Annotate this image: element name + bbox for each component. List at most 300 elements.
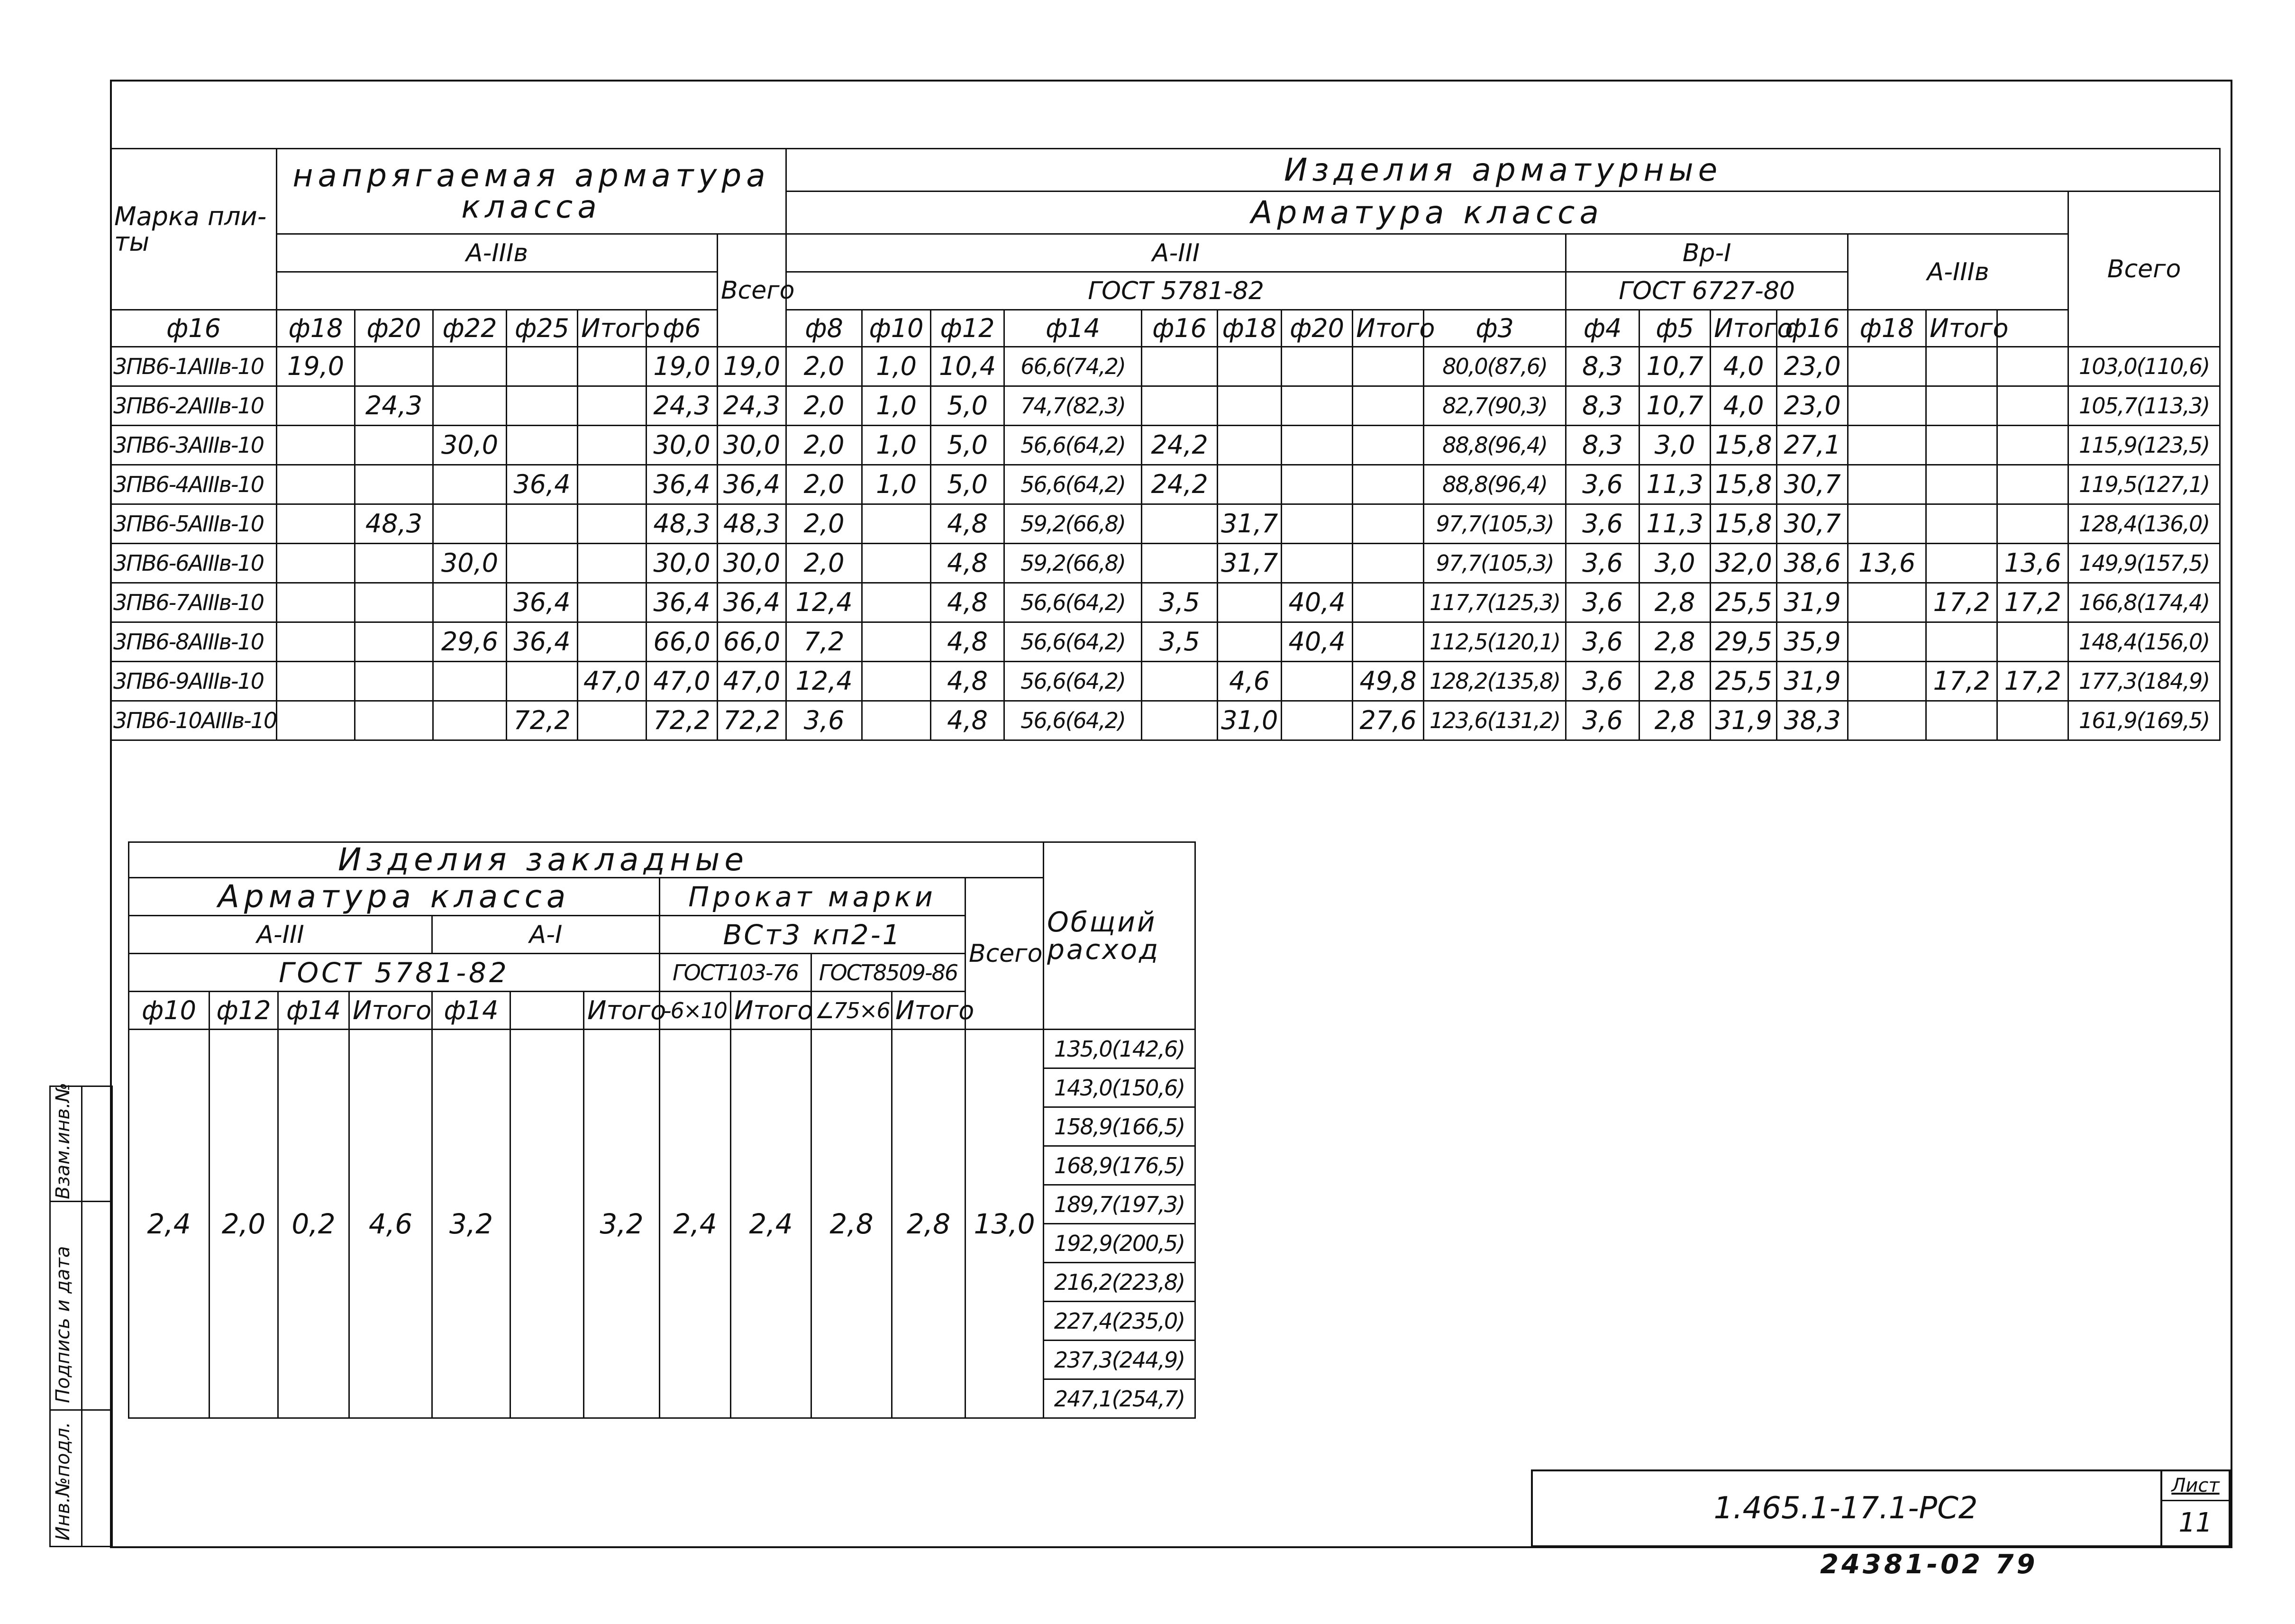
table-cell [1997,347,2068,386]
overall-value: 247,1(254,7) [1044,1379,1195,1418]
table-cell [433,701,507,740]
embedded-parts-table [128,841,1196,1419]
table-cell [507,544,578,583]
table-cell: 31,7 [1218,504,1282,544]
table-cell: 40,4 [1282,622,1353,662]
table-cell [1218,583,1282,622]
table-cell [355,544,433,583]
table-cell: 3,6 [1566,701,1639,740]
table-cell: 59,2(66,8) [1004,544,1142,583]
table-cell [1997,504,2068,544]
diameter-header: ф8 [786,310,862,347]
table-cell [507,347,578,386]
overall-value: 168,9(176,5) [1044,1146,1195,1185]
products-subtitle: Арматура класса [786,192,2068,234]
diameter-header: ф18 [1848,310,1926,347]
table-cell: 117,7(125,3) [1424,583,1566,622]
table-cell: 30,0 [718,544,786,583]
diameter-header: ф16 [1142,310,1218,347]
table-cell [277,622,355,662]
table-row [111,544,2220,583]
rolled-grade: ВСт3 кп2-1 [660,916,965,954]
table-cell [1282,465,1353,504]
diameter-header: ф18 [1218,310,1282,347]
table-cell: 1,0 [862,426,931,465]
table-cell: 2,8 [1639,622,1711,662]
table-cell: 3,0 [1639,426,1711,465]
table-cell [578,544,647,583]
table-cell: 3,6 [786,701,862,740]
table-cell [507,386,578,426]
table-cell [578,347,647,386]
table-cell: 48,3 [718,504,786,544]
table-cell: 24,3 [355,386,433,426]
table-cell: 36,4 [507,465,578,504]
table-cell [1142,386,1218,426]
table-cell [1218,465,1282,504]
table-cell [1926,504,1997,544]
embedded-a3-class: А-III [129,916,432,954]
table-cell: 3,6 [1566,662,1639,701]
embedded-column-header [510,992,584,1030]
bp1-class: Вр-I [1566,234,1848,272]
table-cell [1848,386,1926,426]
reinforcement-table [110,148,2221,741]
table-cell [1353,465,1424,504]
table-cell [862,622,931,662]
prestressed-title: напрягаемая арматура класса [277,149,786,234]
slab-mark: 3ПВ6-1АIIIв-10 [111,347,277,386]
table-cell [1848,583,1926,622]
embedded-row [129,1030,1195,1068]
table-row [111,347,2220,386]
table-row [111,701,2220,740]
table-cell: 56,6(64,2) [1004,622,1142,662]
table-cell: 97,7(105,3) [1424,504,1566,544]
table-cell: 15,8 [1711,426,1777,465]
gost-103: ГОСТ103-76 [660,954,811,992]
embedded-column-header: Итого [731,992,811,1030]
diameter-header: ф3 [1424,310,1566,347]
table-cell: 32,0 [1711,544,1777,583]
overall-label: Общий расход [1044,842,1195,1030]
slab-mark: 3ПВ6-3АIIIв-10 [111,426,277,465]
table-cell [1282,504,1353,544]
table-cell: 7,2 [786,622,862,662]
embedded-value: 4,6 [349,1030,432,1418]
overall-value: 237,3(244,9) [1044,1341,1195,1379]
table-row [111,504,2220,544]
table-cell [1142,504,1218,544]
table-cell: 25,5 [1711,583,1777,622]
table-cell: 2,0 [786,347,862,386]
table-cell: 30,7 [1777,465,1848,504]
table-cell [507,504,578,544]
overall-value: 192,9(200,5) [1044,1224,1195,1263]
table-cell: 4,0 [1711,386,1777,426]
diameter-header: ф14 [1004,310,1142,347]
margin-sign-date: Подпись и дата [52,1246,74,1403]
table-cell [578,583,647,622]
diameter-header: ф20 [355,310,433,347]
table-cell: 8,3 [1566,347,1639,386]
table-cell: 3,6 [1566,465,1639,504]
table-cell: 47,0 [578,662,647,701]
slab-mark: 3ПВ6-6АIIIв-10 [111,544,277,583]
table-cell [1282,426,1353,465]
table-cell [355,622,433,662]
embedded-value: 2,0 [209,1030,278,1418]
table-cell [277,426,355,465]
table-cell: 1,0 [862,347,931,386]
table-cell [1926,386,1997,426]
table-cell [507,662,578,701]
table-cell [578,622,647,662]
table-row [111,622,2220,662]
mark-header: Марка пли- ты [111,149,277,310]
table-cell: 5,0 [931,426,1004,465]
sheet-number: 11 [2178,1507,2213,1538]
table-cell: 3,6 [1566,583,1639,622]
table-cell [1926,465,1997,504]
overall-value: 135,0(142,6) [1044,1030,1195,1068]
table-cell: 47,0 [718,662,786,701]
prestressed-class: А-IIIв [277,234,718,272]
margin-zam-inv: Взам.инв.№ [52,1082,74,1199]
embedded-value: 3,2 [584,1030,660,1418]
table-cell [862,583,931,622]
a3-class: А-III [786,234,1566,272]
table-cell: 36,4 [507,583,578,622]
embedded-total-label: Всего [965,878,1044,1030]
table-cell: 2,0 [786,504,862,544]
table-cell: 148,4(156,0) [2068,622,2220,662]
embedded-a1-class: А-I [432,916,660,954]
table-cell: 24,3 [647,386,718,426]
diameter-header: ф5 [1639,310,1711,347]
table-cell: 15,8 [1711,465,1777,504]
diameter-header: ф6 [647,310,718,347]
embedded-value: 2,8 [811,1030,892,1418]
margin-inv-podl: Инв.№подл. [52,1422,74,1541]
table-cell: 36,4 [507,622,578,662]
table-cell: 4,8 [931,504,1004,544]
table-cell: 4,8 [931,622,1004,662]
table-cell [1282,544,1353,583]
table-cell: 56,6(64,2) [1004,465,1142,504]
diameter-header: ф18 [277,310,355,347]
table-cell: 36,4 [718,583,786,622]
table-cell: 30,0 [647,426,718,465]
table-row [111,465,2220,504]
table-cell [1353,622,1424,662]
table-cell [578,701,647,740]
table-cell: 15,8 [1711,504,1777,544]
table-cell: 4,0 [1711,347,1777,386]
table-cell: 115,9(123,5) [2068,426,2220,465]
table-cell: 30,7 [1777,504,1848,544]
table-cell: 31,9 [1711,701,1777,740]
diameter-header: Итого [1353,310,1424,347]
table-cell: 72,2 [647,701,718,740]
embedded-value [510,1030,584,1418]
table-cell: 13,6 [1997,544,2068,583]
table-cell: 119,5(127,1) [2068,465,2220,504]
sheet-label: Лист [2171,1475,2220,1496]
table-cell: 24,3 [718,386,786,426]
table-cell [1353,504,1424,544]
table-cell: 31,7 [1218,544,1282,583]
table-cell: 40,4 [1282,583,1353,622]
table-cell [1848,701,1926,740]
table-cell [1848,347,1926,386]
embedded-value: 2,4 [660,1030,731,1418]
embedded-column-header: Итого [349,992,432,1030]
diameter-header: Итого [578,310,647,347]
table-cell: 97,7(105,3) [1424,544,1566,583]
table-cell: 149,9(157,5) [2068,544,2220,583]
table-cell: 4,6 [1218,662,1282,701]
table-cell [277,662,355,701]
table-cell: 4,8 [931,583,1004,622]
table-cell: 11,3 [1639,504,1711,544]
table-cell [355,465,433,504]
table-cell: 4,8 [931,701,1004,740]
embedded-column-header: ф10 [129,992,209,1030]
table-cell: 27,6 [1353,701,1424,740]
table-cell: 128,4(136,0) [2068,504,2220,544]
table-cell: 56,6(64,2) [1004,426,1142,465]
slab-mark: 3ПВ6-9АIIIв-10 [111,662,277,701]
table-cell: 35,9 [1777,622,1848,662]
table-cell [355,701,433,740]
table-cell: 103,0(110,6) [2068,347,2220,386]
table-cell [1926,426,1997,465]
embedded-value: 13,0 [965,1030,1044,1418]
table-cell: 177,3(184,9) [2068,662,2220,701]
table-cell: 11,3 [1639,465,1711,504]
table-cell [433,662,507,701]
table-cell: 30,0 [718,426,786,465]
table-cell: 29,5 [1711,622,1777,662]
table-cell: 36,4 [647,465,718,504]
table-cell: 56,6(64,2) [1004,583,1142,622]
a3v-class: А-IIIв [1848,234,2068,310]
title-block [1531,1469,2231,1547]
table-cell: 2,0 [786,544,862,583]
table-cell [578,465,647,504]
table-cell: 59,2(66,8) [1004,504,1142,544]
table-cell [1353,583,1424,622]
table-cell [1282,662,1353,701]
table-cell [578,426,647,465]
table-cell: 27,1 [1777,426,1848,465]
table-cell [1926,622,1997,662]
table-cell [1997,426,2068,465]
table-cell: 31,0 [1218,701,1282,740]
table-row [111,583,2220,622]
table-cell: 3,6 [1566,544,1639,583]
table-cell: 23,0 [1777,347,1848,386]
table-cell: 2,0 [786,386,862,426]
table-cell [433,347,507,386]
embedded-column-header: ∠75×6 [811,992,892,1030]
table-cell [578,386,647,426]
overall-value: 189,7(197,3) [1044,1185,1195,1224]
table-cell [277,583,355,622]
table-cell [433,504,507,544]
table-cell: 166,8(174,4) [2068,583,2220,622]
slab-mark: 3ПВ6-2АIIIв-10 [111,386,277,426]
rolled-title: Прокат марки [660,878,965,916]
table-cell [1142,347,1218,386]
table-cell: 36,4 [718,465,786,504]
diameter-header: ф16 [1777,310,1848,347]
table-cell [355,662,433,701]
table-cell: 4,8 [931,662,1004,701]
products-total-label: Всего [2068,192,2220,347]
overall-value: 143,0(150,6) [1044,1068,1195,1107]
diameter-header: ф20 [1282,310,1353,347]
table-cell: 1,0 [862,465,931,504]
table-cell: 48,3 [647,504,718,544]
table-cell [507,426,578,465]
table-cell [277,504,355,544]
table-cell [277,701,355,740]
table-cell: 25,5 [1711,662,1777,701]
table-cell: 56,6(64,2) [1004,662,1142,701]
overall-value: 227,4(235,0) [1044,1302,1195,1341]
table-cell [1353,544,1424,583]
table-cell: 72,2 [718,701,786,740]
table-cell: 30,0 [433,544,507,583]
table-cell: 17,2 [1926,583,1997,622]
table-cell [355,583,433,622]
table-cell: 38,6 [1777,544,1848,583]
embedded-value: 2,4 [731,1030,811,1418]
embedded-value: 2,4 [129,1030,209,1418]
table-cell [1142,544,1218,583]
table-cell [433,465,507,504]
table-cell: 12,4 [786,662,862,701]
table-cell: 2,8 [1639,583,1711,622]
table-cell [1142,662,1218,701]
prestressed-total-label: Всего [718,234,786,347]
table-cell [1997,386,2068,426]
table-cell: 112,5(120,1) [1424,622,1566,662]
diameter-header: ф12 [931,310,1004,347]
table-cell: 30,0 [433,426,507,465]
table-cell: 2,8 [1639,662,1711,701]
diameter-header-row [111,310,2220,347]
table-cell [1218,426,1282,465]
embedded-column-header: -6×10 [660,992,731,1030]
table-cell: 30,0 [647,544,718,583]
table-cell [433,583,507,622]
table-cell [1848,622,1926,662]
table-cell: 2,8 [1639,701,1711,740]
embedded-value: 3,2 [432,1030,510,1418]
table-cell: 13,6 [1848,544,1926,583]
table-cell: 3,6 [1566,504,1639,544]
table-cell [355,426,433,465]
overall-value: 216,2(223,8) [1044,1263,1195,1302]
diameter-header: ф22 [433,310,507,347]
table-cell: 10,7 [1639,386,1711,426]
table-cell [1848,465,1926,504]
table-cell: 56,6(64,2) [1004,701,1142,740]
table-cell: 10,4 [931,347,1004,386]
embedded-value: 2,8 [892,1030,965,1418]
embedded-column-header: Итого [584,992,660,1030]
table-cell: 123,6(131,2) [1424,701,1566,740]
table-cell: 66,0 [647,622,718,662]
table-cell: 19,0 [277,347,355,386]
embedded-column-header: ф14 [432,992,510,1030]
table-row [111,662,2220,701]
diameter-header: Итого [1926,310,1997,347]
table-cell [1926,347,1997,386]
slab-mark: 3ПВ6-10АIIIв-10 [111,701,277,740]
doc-code: 1.465.1-17.1-РС2 [1713,1491,1978,1526]
diameter-header: Итого [1711,310,1777,347]
overall-value: 158,9(166,5) [1044,1107,1195,1146]
table-cell: 72,2 [507,701,578,740]
diameter-header: ф4 [1566,310,1639,347]
table-cell [862,504,931,544]
bp1-gost: ГОСТ 6727-80 [1566,272,1848,310]
table-cell: 24,2 [1142,465,1218,504]
table-cell [862,544,931,583]
table-cell [1282,386,1353,426]
table-cell [1282,347,1353,386]
table-cell: 17,2 [1926,662,1997,701]
embedded-value: 0,2 [278,1030,349,1418]
table-cell: 80,0(87,6) [1424,347,1566,386]
table-cell [355,347,433,386]
table-cell [1997,622,2068,662]
embedded-gost: ГОСТ 5781-82 [129,954,660,992]
table-cell: 2,0 [786,465,862,504]
table-cell: 47,0 [647,662,718,701]
table-cell: 88,8(96,4) [1424,465,1566,504]
table-cell: 3,0 [1639,544,1711,583]
table-cell: 74,7(82,3) [1004,386,1142,426]
embedded-subtitle: Арматура класса [129,878,660,916]
table-cell [1218,386,1282,426]
table-cell: 24,2 [1142,426,1218,465]
table-cell: 23,0 [1777,386,1848,426]
table-cell: 2,0 [786,426,862,465]
table-cell: 105,7(113,3) [2068,386,2220,426]
diameter-header: ф25 [507,310,578,347]
table-cell: 66,0 [718,622,786,662]
table-cell [1848,662,1926,701]
table-cell: 5,0 [931,465,1004,504]
archive-number: 24381-02 79 [1820,1549,2038,1580]
table-cell: 31,9 [1777,583,1848,622]
slab-mark: 3ПВ6-8АIIIв-10 [111,622,277,662]
table-cell [1142,701,1218,740]
table-cell [1997,465,2068,504]
table-cell [277,386,355,426]
table-cell [433,386,507,426]
slab-mark: 3ПВ6-7АIIIв-10 [111,583,277,622]
table-cell [1353,347,1424,386]
table-cell: 12,4 [786,583,862,622]
table-cell: 38,3 [1777,701,1848,740]
table-cell [1848,504,1926,544]
